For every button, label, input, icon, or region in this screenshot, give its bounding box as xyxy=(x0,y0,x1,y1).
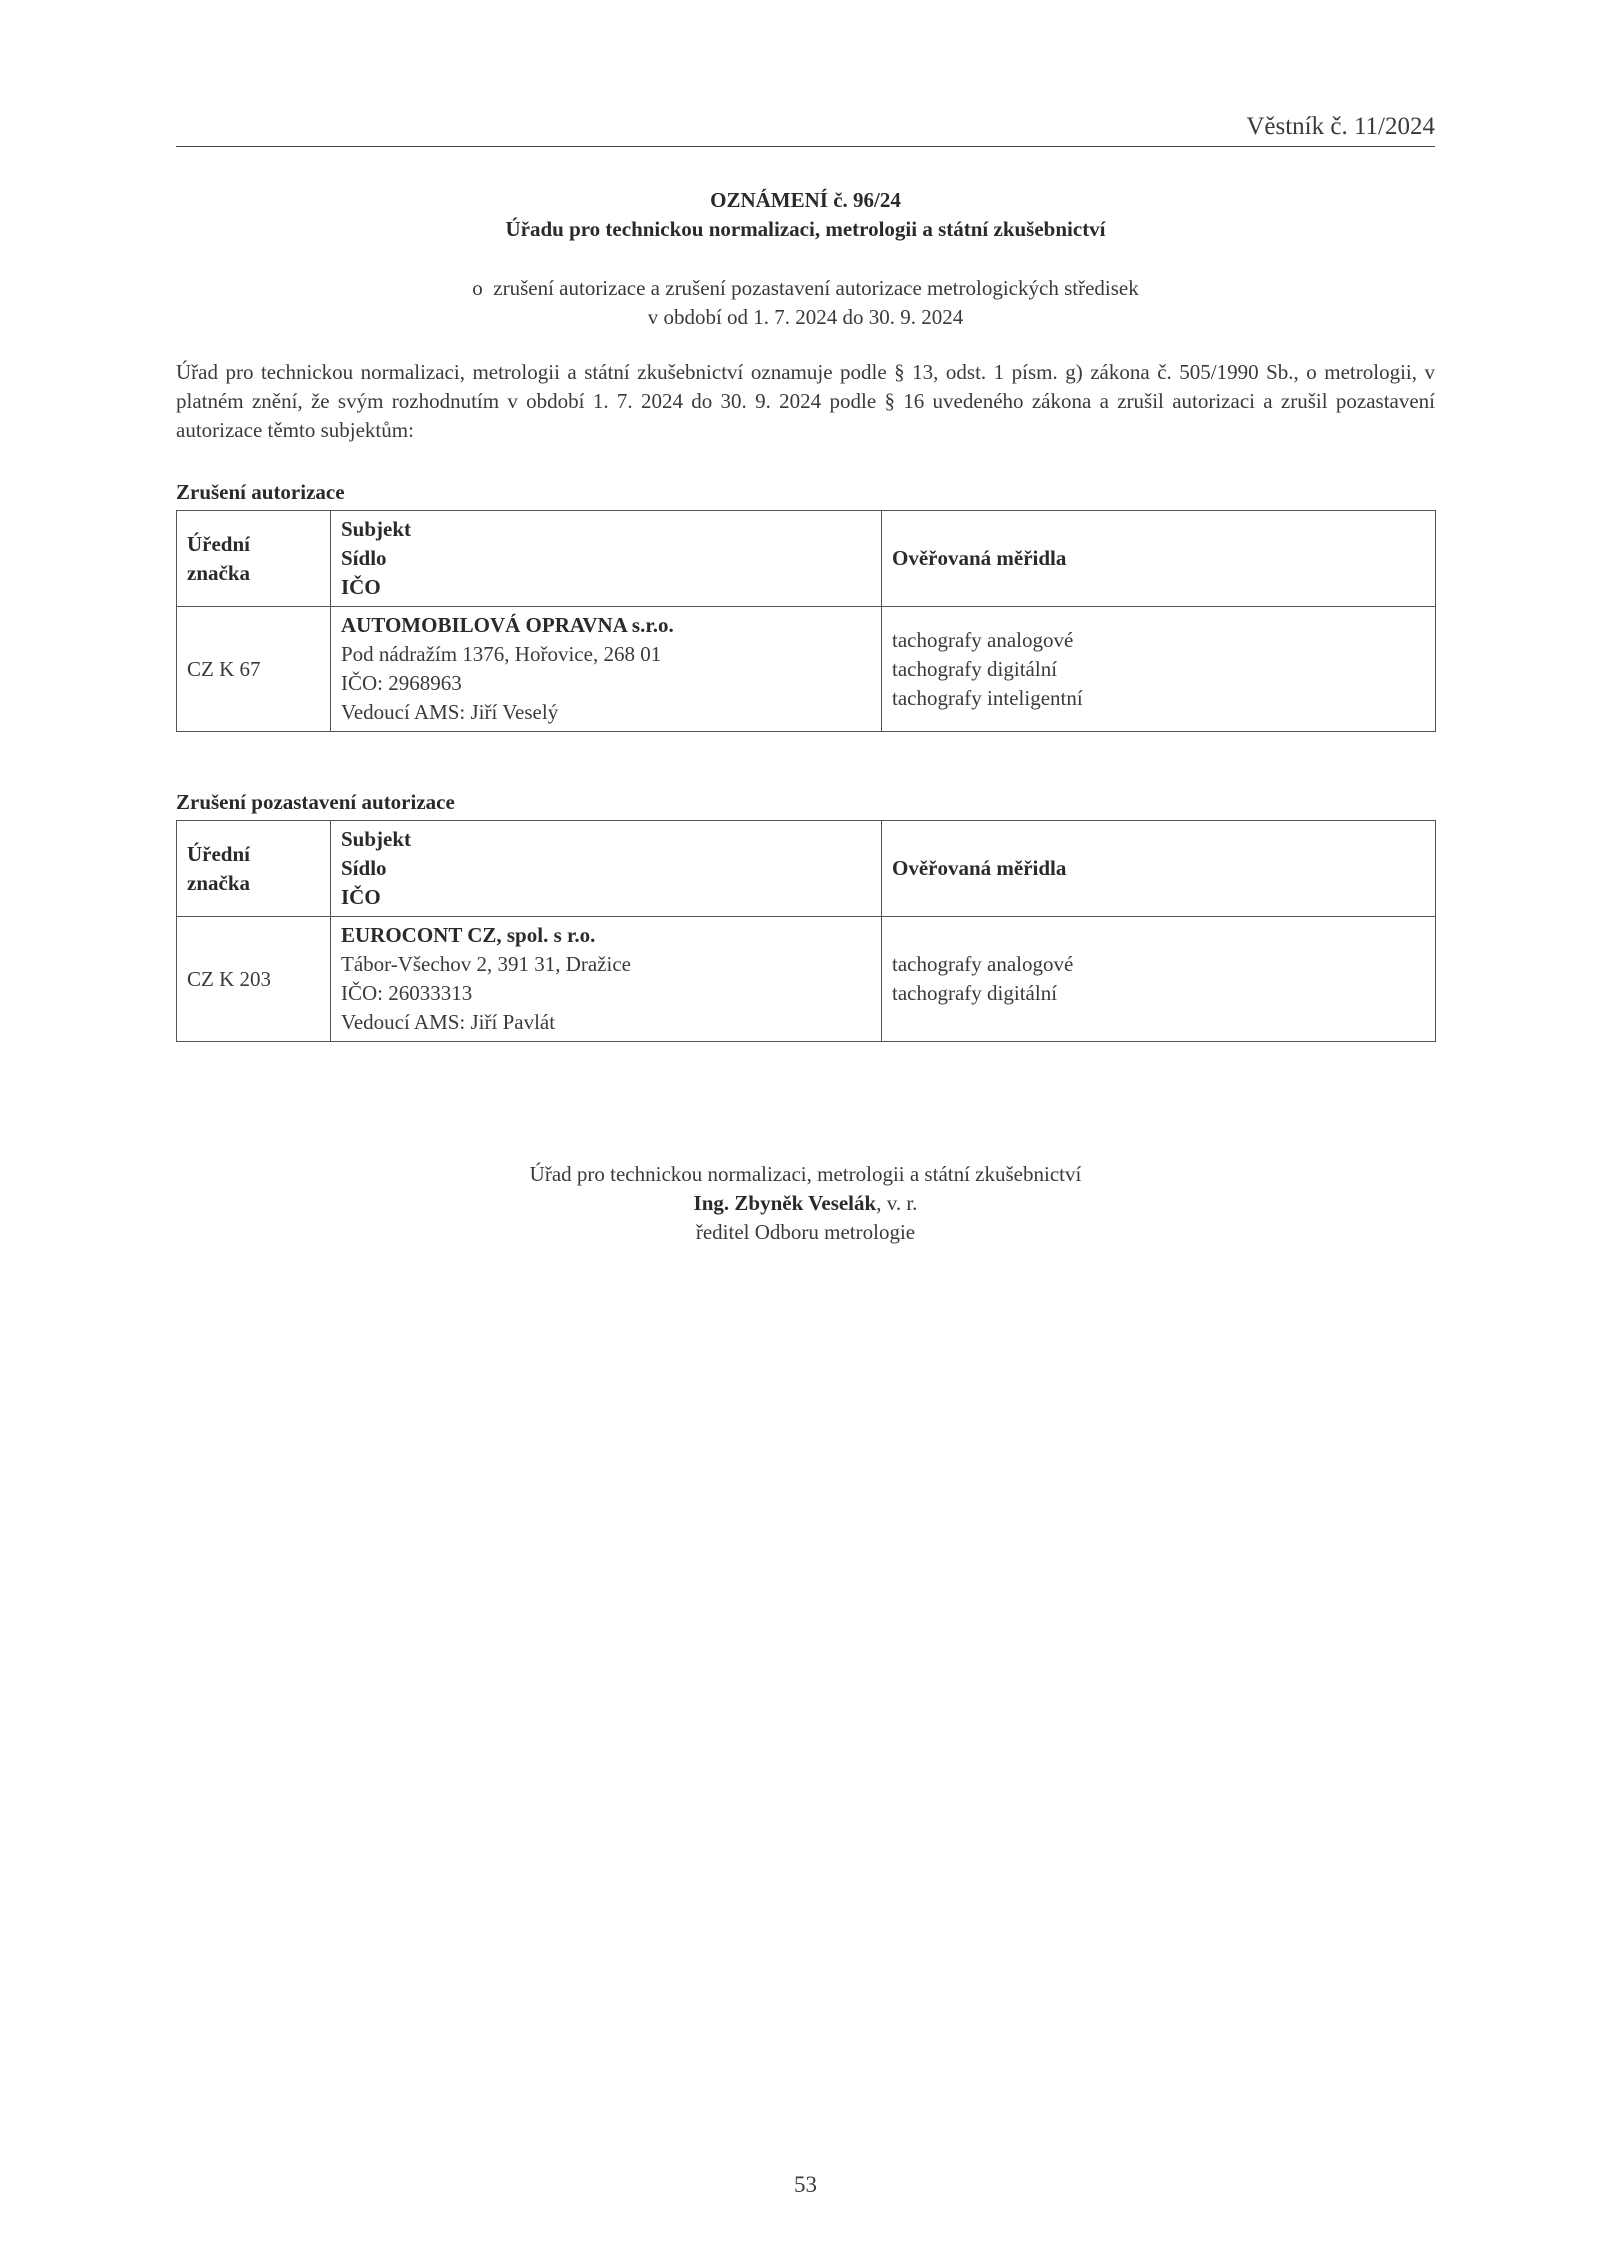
row-instruments xyxy=(882,917,1436,1042)
journal-title: Věstník č. 11/2024 xyxy=(1246,113,1435,140)
subtitle-line-1: o zrušení autorizace a zrušení pozastavení autorizace metrologických středisek xyxy=(472,276,1139,300)
table-row xyxy=(177,607,1436,732)
table-header-row xyxy=(177,511,1436,607)
header-subject: Subjekt Sídlo IČO xyxy=(331,821,882,917)
header-instruments: Ověřovaná měřidla xyxy=(882,511,1436,607)
section-heading-suspension-revocation: Zrušení pozastavení autorizace xyxy=(176,790,455,814)
revocation-table xyxy=(176,510,1436,732)
signatory-name: Ing. Zbyněk Veselák xyxy=(693,1191,877,1215)
subject-name: AUTOMOBILOVÁ OPRAVNA s.r.o. xyxy=(341,613,674,637)
row-mark: CZ K 203 xyxy=(177,917,331,1042)
instrument-item: tachografy digitální xyxy=(892,981,1058,1005)
section-heading-revocation: Zrušení autorizace xyxy=(176,480,345,504)
page-number: 53 xyxy=(794,2172,817,2197)
announcement-number: OZNÁMENÍ č. 96/24 xyxy=(710,188,901,212)
subject-head: Vedoucí AMS: Jiří Pavlát xyxy=(341,1010,556,1034)
instrument-item: tachografy inteligentní xyxy=(892,685,1083,710)
row-mark: CZ K 67 xyxy=(177,607,331,732)
instrument-item: tachografy analogové xyxy=(892,952,1074,976)
subject-ico: IČO: 2968963 xyxy=(341,671,462,695)
row-subject xyxy=(331,917,882,1042)
signature-block xyxy=(176,1160,1435,1247)
subject-ico: IČO: 26033313 xyxy=(341,981,473,1005)
table-row xyxy=(177,917,1436,1042)
subject-name: EUROCONT CZ, spol. s r.o. xyxy=(341,923,596,947)
announcement-issuer: Úřadu pro technickou normalizaci, metrologii a státní zkušebnictví xyxy=(505,217,1106,241)
header-subject: Subjekt Sídlo IČO xyxy=(331,511,882,607)
table-header-row xyxy=(177,821,1436,917)
subject-head: Vedoucí AMS: Jiří Veselý xyxy=(341,700,559,724)
subject-address: Pod nádražím 1376, Hořovice, 268 01 xyxy=(341,642,662,666)
journal-header xyxy=(176,112,1435,147)
header-instruments: Ověřovaná měřidla xyxy=(882,821,1436,917)
row-subject xyxy=(331,607,882,732)
signatory-position: ředitel Odboru metrologie xyxy=(695,1220,916,1244)
header-mark: Úřední značka xyxy=(177,511,331,607)
signature-name-line xyxy=(176,1189,1435,1218)
announcement-subtitle xyxy=(176,274,1435,332)
announcement-title xyxy=(176,186,1435,244)
row-instruments xyxy=(882,607,1436,732)
instrument-item: tachografy digitální xyxy=(892,656,1058,681)
signatory-suffix: , v. r. xyxy=(876,1191,918,1215)
intro-paragraph: Úřad pro technickou normalizaci, metrologii a státní zkušebnictví oznamuje podle § 13, odst. 1 písm. g) zákona č. 505/1990 Sb., o metrologii, v platném znění, že svým rozhodnutím v období 1. 7. 2024 do 30. 9. 2024 podle § 16 uvedeného zákona a zrušil autorizaci a zrušil pozastavení autorizace těmto subjektům: xyxy=(176,360,1435,442)
subtitle-line-2: v období od 1. 7. 2024 do 30. 9. 2024 xyxy=(647,305,964,329)
subject-address: Tábor-Všechov 2, 391 31, Dražice xyxy=(341,952,631,976)
signature-office: Úřad pro technickou normalizaci, metrologii a státní zkušebnictví xyxy=(529,1162,1082,1186)
instrument-item: tachografy analogové xyxy=(892,627,1074,652)
header-mark: Úřední značka xyxy=(177,821,331,917)
suspension-revocation-table xyxy=(176,820,1436,1042)
